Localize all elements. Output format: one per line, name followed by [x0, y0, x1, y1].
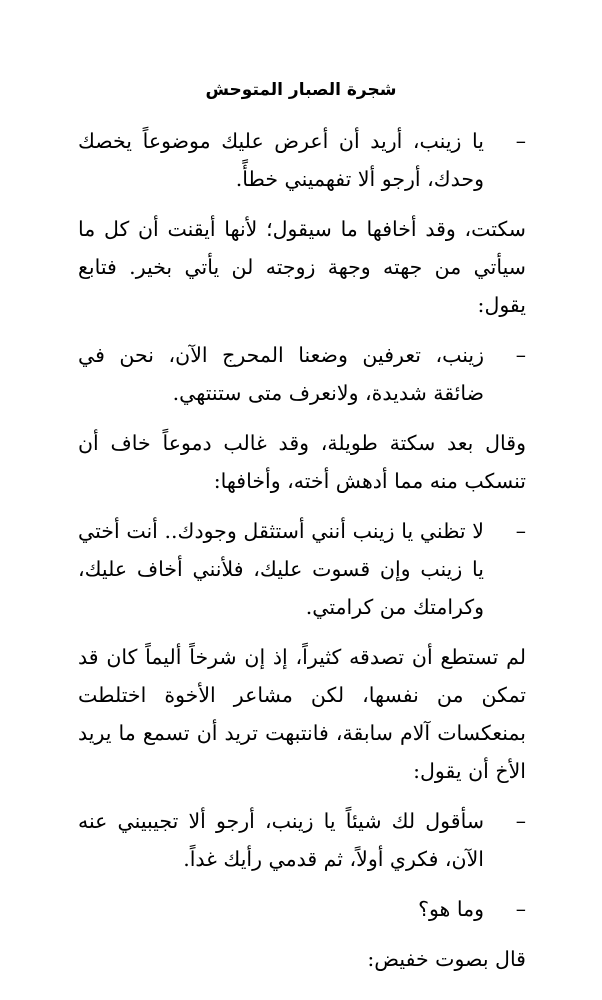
dialogue-dash: –: [515, 343, 526, 367]
dialogue-dash: –: [515, 897, 526, 921]
dialogue-dash: –: [515, 809, 526, 833]
dialogue-paragraph: [78, 336, 526, 412]
narration-paragraph: وقال بعد سكتة طويلة، وقد غالب دموعاً خاف أن تنسكب منه مما أدهش أخته، وأخافها:: [78, 431, 526, 493]
narration-paragraph: لم تستطع أن تصدقه كثيراً، إذ إن شرخاً أليماً كان قد تمكن من نفسها، لكن مشاعر الأخوة اختلطت بمنعكسات آلام سابقة، فانتبهت تريد أن تسمع ما يريد الأخ أن يقول:: [78, 645, 526, 783]
dialogue-text: سأقول لك شيئاً يا زينب، أرجو ألا تجيبيني عنه الآن، فكري أولاً، ثم قدمي رأيك غداً.: [78, 809, 484, 871]
dialogue-dash: –: [515, 129, 526, 153]
narration-paragraph: قال بصوت خفيض:: [367, 947, 526, 971]
dialogue-text: وما هو؟: [418, 897, 484, 921]
narration-paragraph: سكتت، وقد أخافها ما سيقول؛ لأنها أيقنت أن كل ما سيأتي من جهته وجهة زوجته لن يأتي بخير. فتابع يقول:: [78, 217, 526, 317]
dialogue-dash: –: [515, 519, 526, 543]
body-text: [78, 122, 526, 990]
dialogue-paragraph: [78, 890, 526, 928]
running-header: شجرة الصبار المتوحش: [205, 80, 397, 100]
dialogue-paragraph: [78, 122, 526, 198]
dialogue-paragraph: [78, 512, 526, 626]
dialogue-text: زينب، تعرفين وضعنا المحرج الآن، نحن في ضائقة شديدة، ولانعرف متى ستنتهي.: [78, 343, 484, 405]
dialogue-text: يا زينب، أريد أن أعرض عليك موضوعاً يخصك وحدك، أرجو ألا تفهميني خطأً.: [78, 129, 484, 191]
dialogue-paragraph: [78, 802, 526, 878]
dialogue-text: لا تظني يا زينب أنني أستثقل وجودك.. أنت أختي يا زينب وإن قسوت عليك، فلأنني أخاف عليك، وكرامتك من كرامتي.: [78, 519, 484, 619]
